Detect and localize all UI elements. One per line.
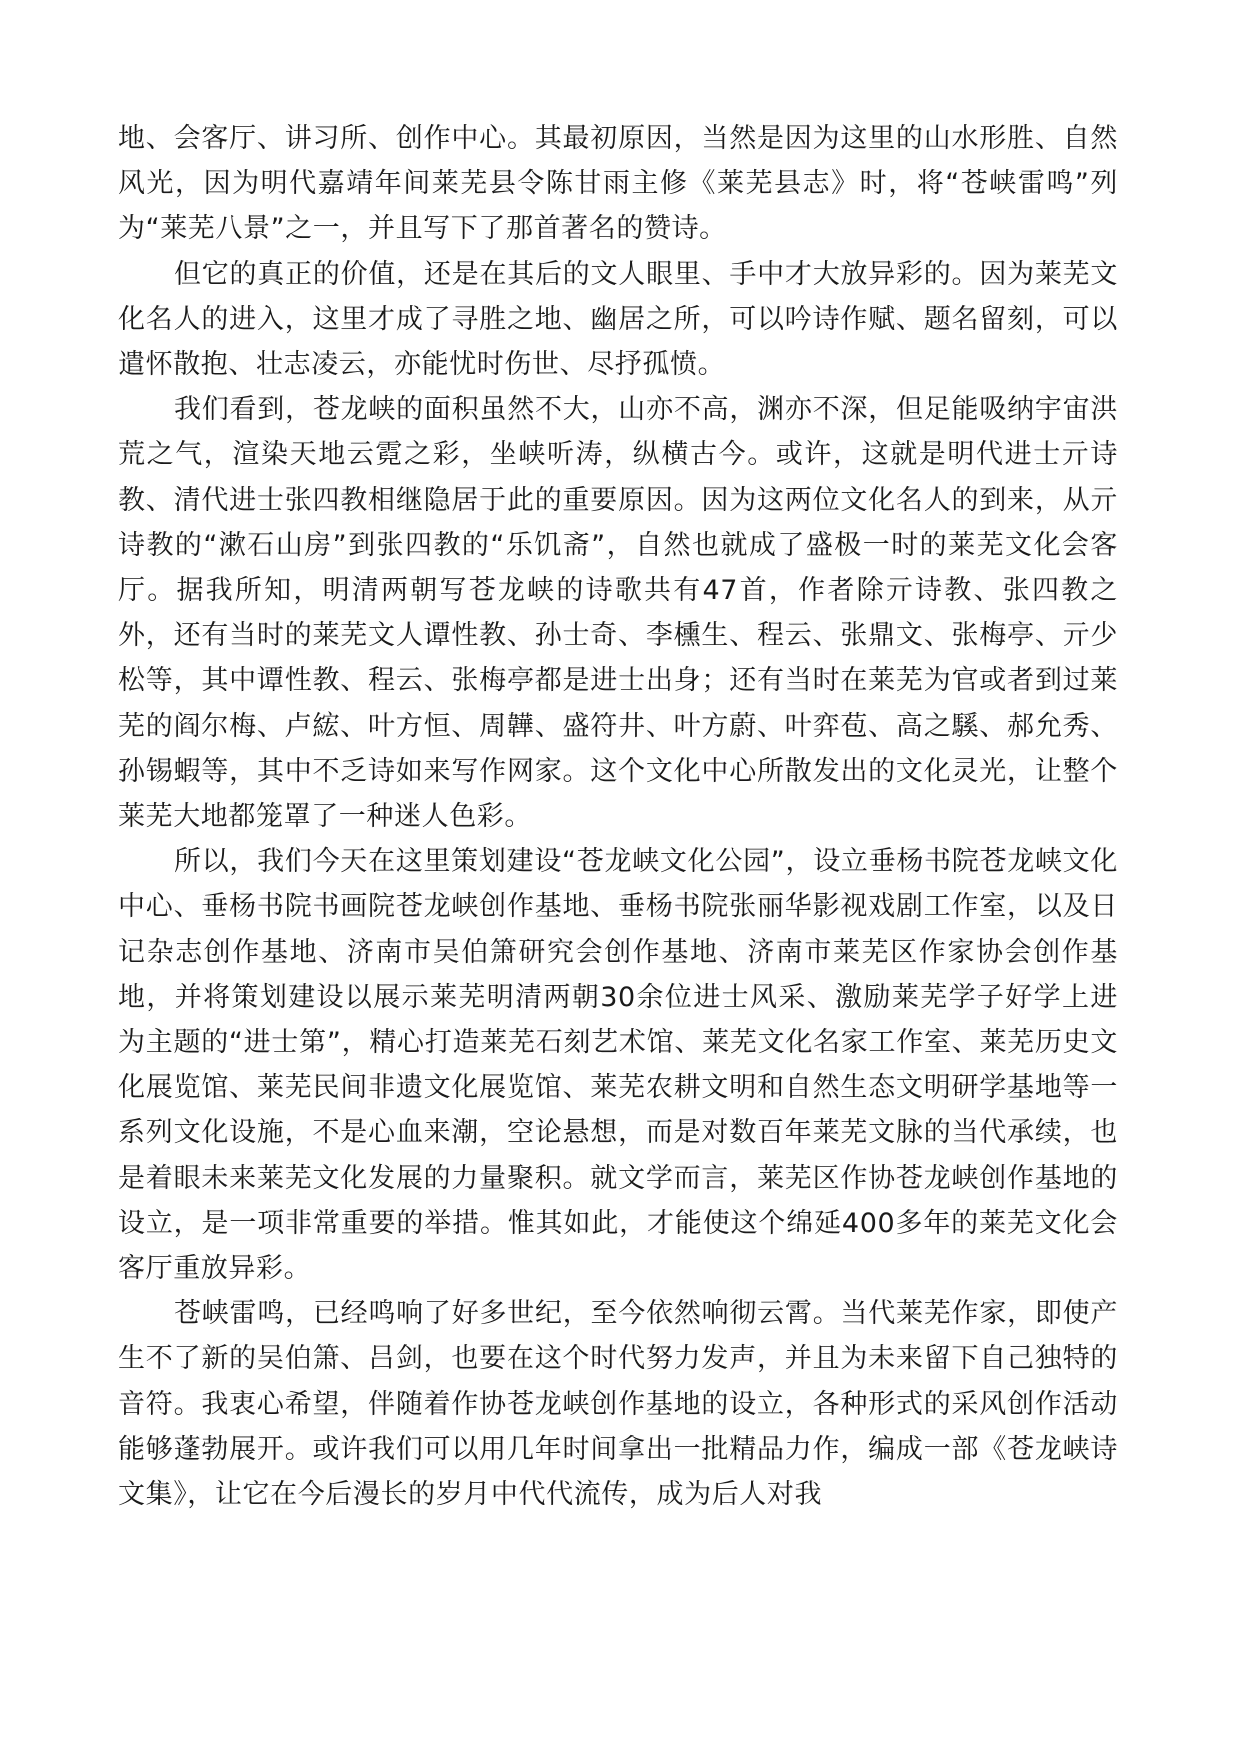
paragraph: 地、会客厅、讲习所、创作中心。其最初原因，当然是因为这里的山水形胜、自然风光，因为明代嘉靖年间莱芜县令陈甘雨主修《莱芜县志》时，将“苍峡雷鸣”列为“莱芜八景”之一，并且写下了那首著名的赞诗。 bbox=[118, 123, 1118, 245]
paragraph: 苍峡雷鸣，已经鸣响了好多世纪，至今依然响彻云霄。当代莱芜作家，即使产生不了新的吴伯箫、吕剑，也要在这个时代努力发声，并且为未来留下自己独特的音符。我衷心希望，伴随着作协苍龙峡创作基地的设立，各种形式的采风创作活动能够蓬勃展开。或许我们可以用几年时间拿出一批精品力作，编成一部《苍龙峡诗文集》，让它在今后漫长的岁月中代代流传，成为后人对我 bbox=[118, 1298, 1118, 1511]
paragraph: 但它的真正的价值，还是在其后的文人眼里、手中才大放异彩的。因为莱芜文化名人的进入，这里才成了寻胜之地、幽居之所，可以吟诗作赋、题名留刻，可以遣怀散抱、壮志凌云，亦能忧时伤世、尽抒孤愤。 bbox=[118, 258, 1118, 381]
document-page bbox=[118, 116, 1118, 1517]
paragraph: 我们看到，苍龙峡的面积虽然不大，山亦不高，渊亦不深，但足能吸纳宇宙洪荒之气，渲染天地云霓之彩，坐峡听涛，纵横古今。或许，这就是明代进士亓诗教、清代进士张四教相继隐居于此的重要原因。因为这两位文化名人的到来，从亓诗教的“漱石山房”到张四教的“乐饥斋”，自然也就成了盛极一时的莱芜文化会客厅。据我所知，明清两朝写苍龙峡的诗歌共有47首，作者除亓诗教、张四教之外，还有当时的莱芜文人谭性教、孙士奇、李櫄生、程云、张鼎文、张梅亭、亓少松等，其中谭性教、程云、张梅亭都是进士出身；还有当时在莱芜为官或者到过莱芜的阎尔梅、卢綋、叶方恒、周韡、盛符井、叶方蔚、叶弈苞、高之騱、郝允秀、孙锡蝦等，其中不乏诗如来写作网家。这个文化中心所散发出的文化灵光，让整个莱芜大地都笼罩了一种迷人色彩。 bbox=[118, 394, 1118, 833]
paragraph: 所以，我们今天在这里策划建设“苍龙峡文化公园”，设立垂杨书院苍龙峡文化中心、垂杨书院书画院苍龙峡创作基地、垂杨书院张丽华影视戏剧工作室，以及日记杂志创作基地、济南市吴伯箫研究会创作基地、济南市莱芜区作家协会创作基地，并将策划建设以展示莱芜明清两朝30余位进士风采、激励莱芜学子好学上进为主题的“进士第”，精心打造莱芜石刻艺术馆、莱芜文化名家工作室、莱芜历史文化展览馆、莱芜民间非遗文化展览馆、莱芜农耕文明和自然生态文明研学基地等一系列文化设施，不是心血来潮，空论悬想，而是对数百年莱芜文脉的当代承续，也是着眼未来莱芜文化发展的力量聚积。就文学而言，莱芜区作协苍龙峡创作基地的设立，是一项非常重要的举措。惟其如此，才能使这个绵延400多年的莱芜文化会客厅重放异彩。 bbox=[118, 846, 1118, 1285]
